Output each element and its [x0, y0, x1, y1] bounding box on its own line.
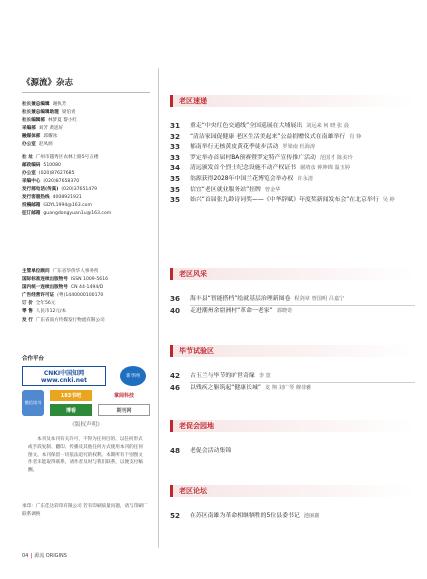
section-heading: 老区速递 — [170, 95, 415, 107]
article-title: 罗定举办首届村BA预赛暨罗定特产宣传推广活动 — [190, 154, 316, 161]
article-author: 刘远来 何 晓 张 晨 — [306, 123, 350, 129]
page-number: 35 — [170, 195, 181, 205]
section-heading: 老区风采 — [170, 268, 415, 280]
masthead-row: 采编部 刘芳 黄思好 — [22, 126, 64, 132]
divider — [22, 92, 150, 93]
article-author: 范国才 陈美玲 — [319, 154, 353, 161]
article-author: 许永清 — [297, 175, 313, 182]
article-title: 在苏区南雄为革命相继牺牲的5位县委书记 — [190, 513, 300, 519]
page-number: 46 — [170, 382, 181, 392]
page-number: 36 — [170, 294, 181, 303]
page-number: 48 — [170, 446, 181, 455]
toc-entry[interactable] — [170, 163, 415, 174]
toc-entry[interactable] — [170, 511, 415, 522]
section-heading: 老区论坛 — [170, 485, 415, 497]
183-logo[interactable]: 183书吧 — [50, 390, 92, 401]
section-heading: 老促会园地 — [170, 420, 415, 432]
article-title: 郁南举行无核黄皮黄花季徒步活动 — [190, 144, 279, 151]
publication-info — [22, 268, 152, 325]
toc-entry[interactable] — [170, 174, 415, 185]
toc-entry[interactable] — [170, 142, 415, 153]
toc-entry[interactable] — [170, 446, 415, 457]
article-title: 翁源获得2028年中国兰花博览会举办权 — [190, 175, 294, 182]
masthead-row: 融媒体部 邱耀冰 — [22, 134, 58, 140]
declaration-text: 本刊及本刊有关许可，不得为任何目的、以任何形式或手段复制、翻印、传播及其他任何方式使用本刊的任何图文。本刊保留一切依法追究的权利。本期所有个别图文作者未能取得联系，请作者及时与我们联系，以便支付稿酬。 — [28, 437, 143, 474]
page-number: 34 — [170, 163, 181, 173]
toc-entry[interactable] — [170, 294, 415, 305]
article-title: 信宜“老区就业服务站”挂牌 — [190, 186, 261, 193]
masthead-row: 投稿邮箱 GDYL1994@163.com — [22, 203, 92, 209]
page-number: 32 — [170, 131, 181, 141]
masthead-row: 发行客服热线 4008921921 — [22, 195, 82, 201]
publication-row: 零 售 人民币12元/本 — [22, 309, 67, 315]
masthead — [22, 101, 152, 218]
cooperation-title: 合作平台 — [22, 356, 45, 362]
partner-logos — [22, 366, 154, 418]
masthead-row: 办公室 赵凤炳 — [22, 142, 53, 148]
article-title: 以残疾之躯筑起“健康长城” — [190, 384, 261, 391]
page-number: 35 — [170, 184, 181, 194]
section-laoqu-fengcai — [170, 268, 415, 316]
masthead-row: 发行部电话(传真) (020)37651479 — [22, 186, 98, 192]
top-strip — [0, 0, 427, 5]
publication-row: 订 价 全年56元 — [22, 301, 56, 307]
masthead-row: 社长兼总编辑 谢执芳 — [22, 102, 67, 107]
article-title: “清洁家园促健康 老区生活美起来”公益捐赠仪式在南雄举行 — [190, 133, 346, 140]
toc-entry[interactable] — [170, 383, 415, 394]
toc-entry[interactable] — [170, 195, 415, 206]
publication-row: 国内统一连续出版物号 CN 44-1494/D — [22, 285, 104, 291]
page-number: 42 — [170, 371, 181, 380]
page-footer — [22, 552, 67, 559]
article-title: 始兴“首届张九龄诗词奖——《中华辞赋》年度奖新闻发布会”在北京举行 — [190, 197, 379, 204]
toc-entry[interactable] — [170, 306, 415, 317]
publication-row: 广告经营许可证 (粤)1440000100170 — [22, 293, 104, 299]
footer-brand: 源流 ORIGINS — [34, 553, 67, 559]
article-author: 李 宽 — [258, 373, 271, 379]
declaration-title: 《版权声明》 — [69, 422, 103, 428]
section-laoqu-luntan — [170, 485, 415, 522]
page-number: 33 — [170, 142, 181, 152]
masthead-row: 社 址 广州市越秀区农林上路5号五楼 — [22, 154, 99, 160]
cnki-logo[interactable]: CNKI中国知网 www.cnki.net — [22, 366, 106, 386]
section-laocuhui — [170, 420, 415, 457]
article-title: 海丰县“智能搭档”绘就基层治理新图卷 — [190, 296, 291, 302]
page-number: 35 — [170, 173, 181, 183]
page-number: 52 — [170, 511, 181, 520]
masthead-row: 社长编辑部 林梦夏 黎小红 — [22, 118, 78, 124]
article-author: 罗梁南 杜海涛 — [282, 144, 316, 151]
toc-entry[interactable] — [170, 121, 415, 132]
masthead-row: 邮政编码 510080 — [22, 162, 61, 168]
article-author: 池丽襄 — [303, 513, 320, 519]
masthead-row: 办公室 (020)87627685 — [22, 170, 75, 176]
footer-separator: | — [30, 553, 33, 559]
toc-entry[interactable] — [170, 371, 415, 382]
page-number: 04 — [22, 553, 29, 559]
masthead-row: 采编中心 (020)87658370 — [22, 178, 80, 184]
masthead-row: 征订邮箱 guangdongyuan1u@163.com — [22, 211, 112, 217]
page-number: 40 — [170, 305, 181, 315]
xinhua-logo[interactable]: 新华网 — [120, 366, 146, 386]
article-author: 郭晓奇 — [276, 307, 293, 314]
column-divider — [158, 68, 159, 548]
magazine-title: 《源流》杂志 — [22, 78, 74, 88]
qikan-logo[interactable]: 期刊网 — [98, 404, 150, 416]
publication-row: 国际标准连续出版物号 ISSN 1009-5616 — [22, 277, 109, 283]
article-title: 古玉兰与毕节的旷世奇缘 — [190, 373, 255, 379]
section-bijie — [170, 345, 415, 393]
article-author: 吴 婷 — [382, 197, 395, 204]
section-heading: 毕节试验区 — [170, 345, 415, 357]
article-title: 老促会活动集锦 — [190, 448, 232, 454]
article-title: 重走“中央红色交通线”全国巡展在大埔展出 — [190, 123, 303, 129]
zhangyue-logo[interactable]: 掌阅科技 — [98, 390, 150, 401]
publication-row: 主管单位顾问 广东省华侨华人事务所 — [22, 269, 99, 274]
masthead-row: 社长兼总编辑助理 梁伯青 — [22, 110, 76, 116]
toc-entry[interactable] — [170, 132, 415, 143]
wechat-reading-logo[interactable]: 微信读书 — [22, 390, 44, 416]
publication-row: 发 行 广东省南方传媒发行物流有限公司 — [22, 317, 105, 323]
toc-entry[interactable] — [170, 153, 415, 164]
section-laoqu-sudi — [170, 95, 415, 206]
article-author: 程剑章 曾国明 吕嘉宁 — [294, 296, 345, 302]
printer-info: 承印：广东佳达彩印有限公司 若有印刷质量问题，请与印刷厂联系调换 — [22, 504, 148, 517]
page-number: 33 — [170, 152, 181, 162]
article-author: 谢靖彦 钟坤锦 温玉婷 — [300, 165, 351, 172]
article-author: 龙 翔 刘广琴 穆菲雅 — [264, 384, 312, 391]
article-author: 曾金华 — [264, 186, 281, 193]
page-number: 31 — [170, 121, 181, 130]
toc-entry[interactable] — [170, 185, 415, 196]
bokoo-logo[interactable]: 博看 — [50, 404, 92, 416]
article-title: 清远颁发首个烈士纪念设施不动产权证书 — [190, 165, 297, 172]
article-author: 肖 铮 — [349, 133, 362, 140]
article-title: 走进潮州余窟洲村“革命一老家” — [190, 307, 273, 314]
